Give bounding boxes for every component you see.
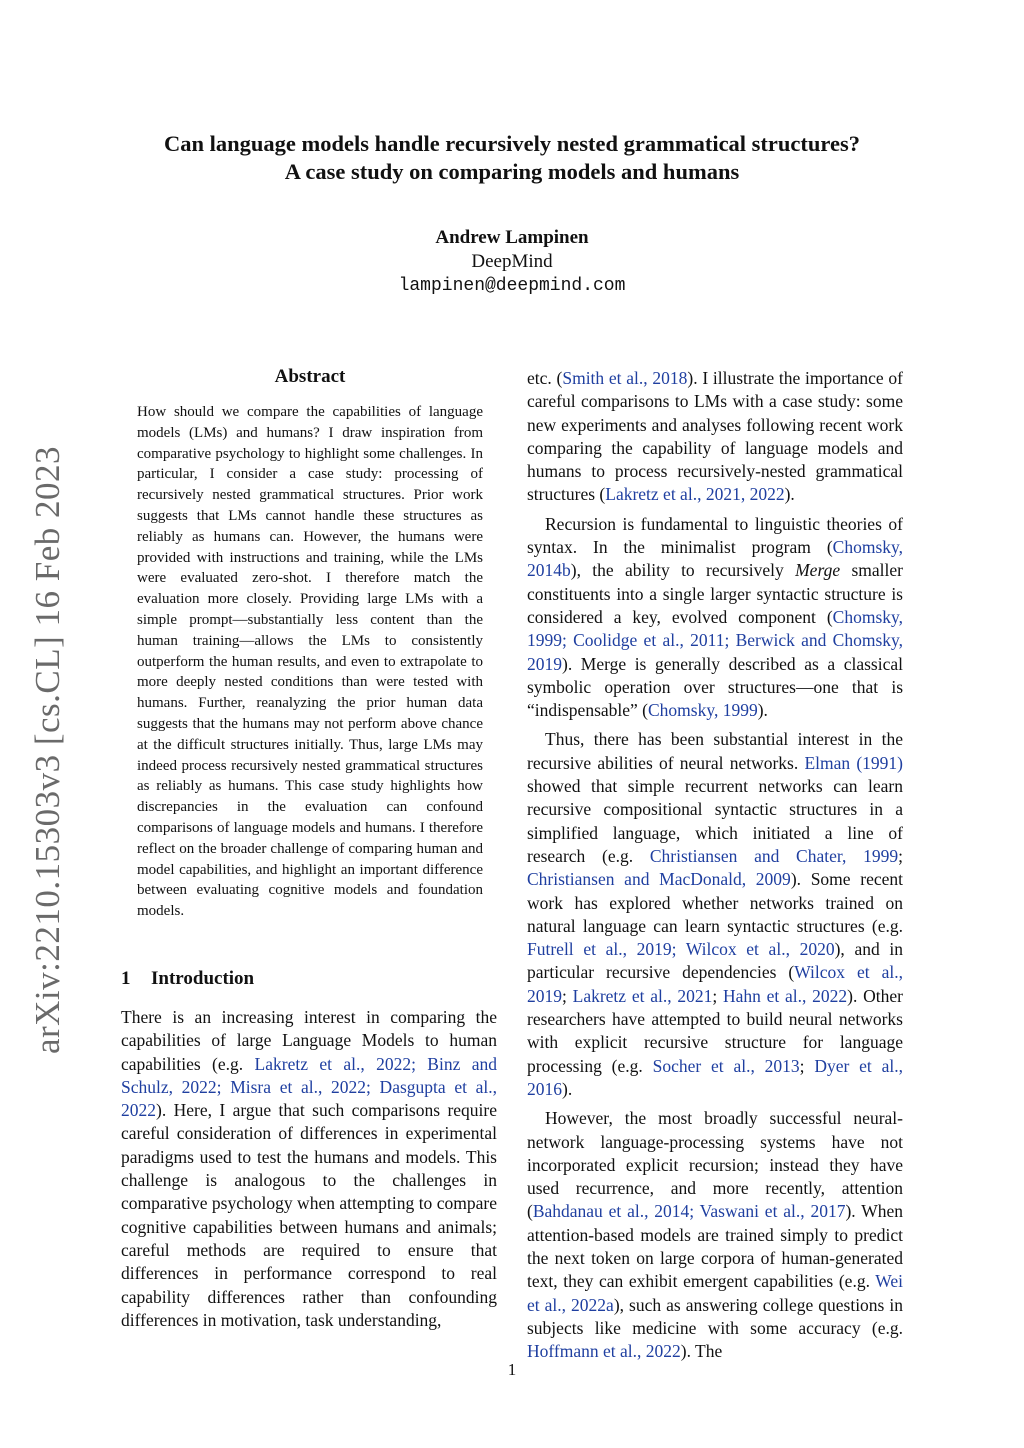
citation-link[interactable]: Wilcox et al., 2019 [527,962,903,1006]
text-run: ; [562,985,573,1006]
paragraph-1 [527,367,903,507]
title-line-1: Can language models handle recursively nested grammatical structures? [164,131,860,156]
text-run: ). Here, I argue that such comparisons require careful consideration of differences in experimental paradigms used to test the humans and models. This challenge is analogous to the challenges in comparative psychology when attempting to compare cognitive capabilities between humans and animals; careful methods are required to ensure that differences in performance correspond to real capability differences rather than confounding differences in motivation, task understanding, [121,1100,497,1330]
text-run: ; [799,1055,815,1076]
abstract-heading: Abstract [274,366,346,387]
text-run: ). [562,1078,573,1099]
paragraph-3 [527,728,903,1101]
citation-link[interactable]: Bahdanau et al., 2014; Vaswani et al., 2017 [532,1201,846,1222]
text-run: showed that simple recurrent networks can learn recursive compositional syntactic structures in a simplified language, which initiated a line of research (e.g. [527,776,903,866]
arxiv-identifier-stamp: arXiv:2210.15303v3 [cs.CL] 16 Feb 2023 [28,445,67,1055]
author-email[interactable]: lampinen@deepmind.com [398,276,626,296]
text-run: ; [712,985,723,1006]
citation-link[interactable]: Christiansen and Chater, 1999 [649,845,899,866]
citation-link[interactable]: Elman (1991) [804,752,903,773]
right-column [527,367,903,1369]
citation-link[interactable]: Chomsky, 1999 [648,700,758,721]
intro-paragraph [121,1006,497,1332]
author-block [100,226,924,298]
emphasis-term: Merge [795,560,841,581]
citation-link[interactable]: Lakretz et al., 2021 [572,985,713,1006]
title-line-2: A case study on comparing models and humans [284,159,740,184]
text-run: ), such as answering college questions in subjects like medicine with some accuracy (e.g. [527,1294,903,1338]
text-run: ), and in particular recursive dependencies ( [527,939,903,983]
section-heading [121,968,254,990]
text-run: ). Some recent work has explored whether networks trained on natural language can learn syntactic structures (e.g. [527,869,903,936]
citation-link[interactable]: Christiansen and MacDonald, 2009 [527,869,791,890]
intro-left-column [121,1006,497,1332]
citation-link[interactable]: Lakretz et al., 2021, 2022 [605,484,785,505]
section-title: Introduction [151,968,255,989]
text-run: ), the ability to recursively [570,560,796,581]
author-name: Andrew Lampinen [435,227,589,248]
citation-link[interactable]: Wei et al., 2022a [527,1271,903,1315]
author-affiliation: DeepMind [471,251,553,272]
page-number: 1 [507,1360,517,1379]
text-run: However, the most broadly successful neural-network language-processing systems have not incorporated explicit recursion; instead they have used recurrence, and more recently, attention ( [527,1108,903,1222]
citation-link[interactable]: Lakretz et al., 2022; Binz and Schulz, 2022; Misra et al., 2022; Dasgupta et al., 2022 [121,1053,497,1121]
citation-link[interactable]: Socher et al., 2013 [652,1055,800,1076]
text-run: ). When attention-based models are trained simply to predict the next token on large corpora of human-generated text, they can exhibit emergent capabilities (e.g. [527,1201,903,1292]
text-run: ). Other researchers have attempted to build neural networks with explicit recursive structure for language processing (e.g. [527,985,903,1076]
paper-title [100,130,924,186]
text-run: Thus, there has been substantial interest in the recursive abilities of neural networks. [527,729,903,773]
paragraph-2 [527,513,903,723]
text-run: ). The [680,1341,723,1362]
citation-link[interactable]: Hahn et al., 2022 [722,985,848,1006]
paragraph-4 [527,1107,903,1363]
text-run: ). [784,484,795,505]
citation-link[interactable]: Futrell et al., 2019; Wilcox et al., 2020 [527,939,835,960]
text-run: etc. ( [527,368,563,388]
text-run: ; [898,845,903,866]
citation-link[interactable]: Smith et al., 2018 [562,368,688,388]
text-run: ). Merge is generally described as a classical symbolic operation over structures—one that is “indispensable” ( [527,653,903,721]
text-run: Recursion is fundamental to linguistic theories of syntax. In the minimalist program ( [527,513,903,558]
text-run: smaller constituents into a single larger syntactic structure is considered a key, evolved component ( [527,560,903,627]
citation-link[interactable]: Hoffmann et al., 2022 [527,1341,681,1362]
citation-link[interactable]: Chomsky, 1999; Coolidge et al., 2011; Berwick and Chomsky, 2019 [527,606,903,674]
text-run: There is an increasing interest in comparing the capabilities of large Language Models to human capabilities (e.g. [121,1007,497,1074]
citation-link[interactable]: Chomsky, 2014b [527,537,903,581]
abstract-text: How should we compare the capabilities of language models (LMs) and humans? I draw inspiration from comparative psychology to highlight some challenges. In particular, I consider a case study: processing of recursively nested grammatical structures. Prior work suggests that LMs cannot handle these structures as reliably as humans can. However, the humans were provided with instructions and training, while the LMs were evaluated zero-shot. I therefore match the evaluation more closely. Providing large LMs with a simple prompt—substantially less content than the human training—allows the LMs to consistently outperform the human results, and even to extrapolate to more deeply nested conditions than were tested with humans. Further, reanalyzing the prior human data suggests that the humans may not perform above chance at the difficult structures initially. Thus, large LMs may indeed process recursively nested grammatical structures as reliably as humans. This case study highlights how discrepancies in the evaluation can confound comparisons of language models and humans. I therefore reflect on the broader challenge of comparing human and model capabilities, and highlight an important difference between evaluating cognitive models and foundation models. [137,404,483,920]
citation-link[interactable]: Dyer et al., 2016 [527,1055,903,1099]
text-run: ). I illustrate the importance of careful comparisons to LMs with a case study: some new experiments and analyses following recent work comparing the capability of language models and humans to process recursively-nested grammatical structures ( [527,368,904,505]
section-number: 1 [121,968,131,989]
text-run: ). [757,700,768,721]
